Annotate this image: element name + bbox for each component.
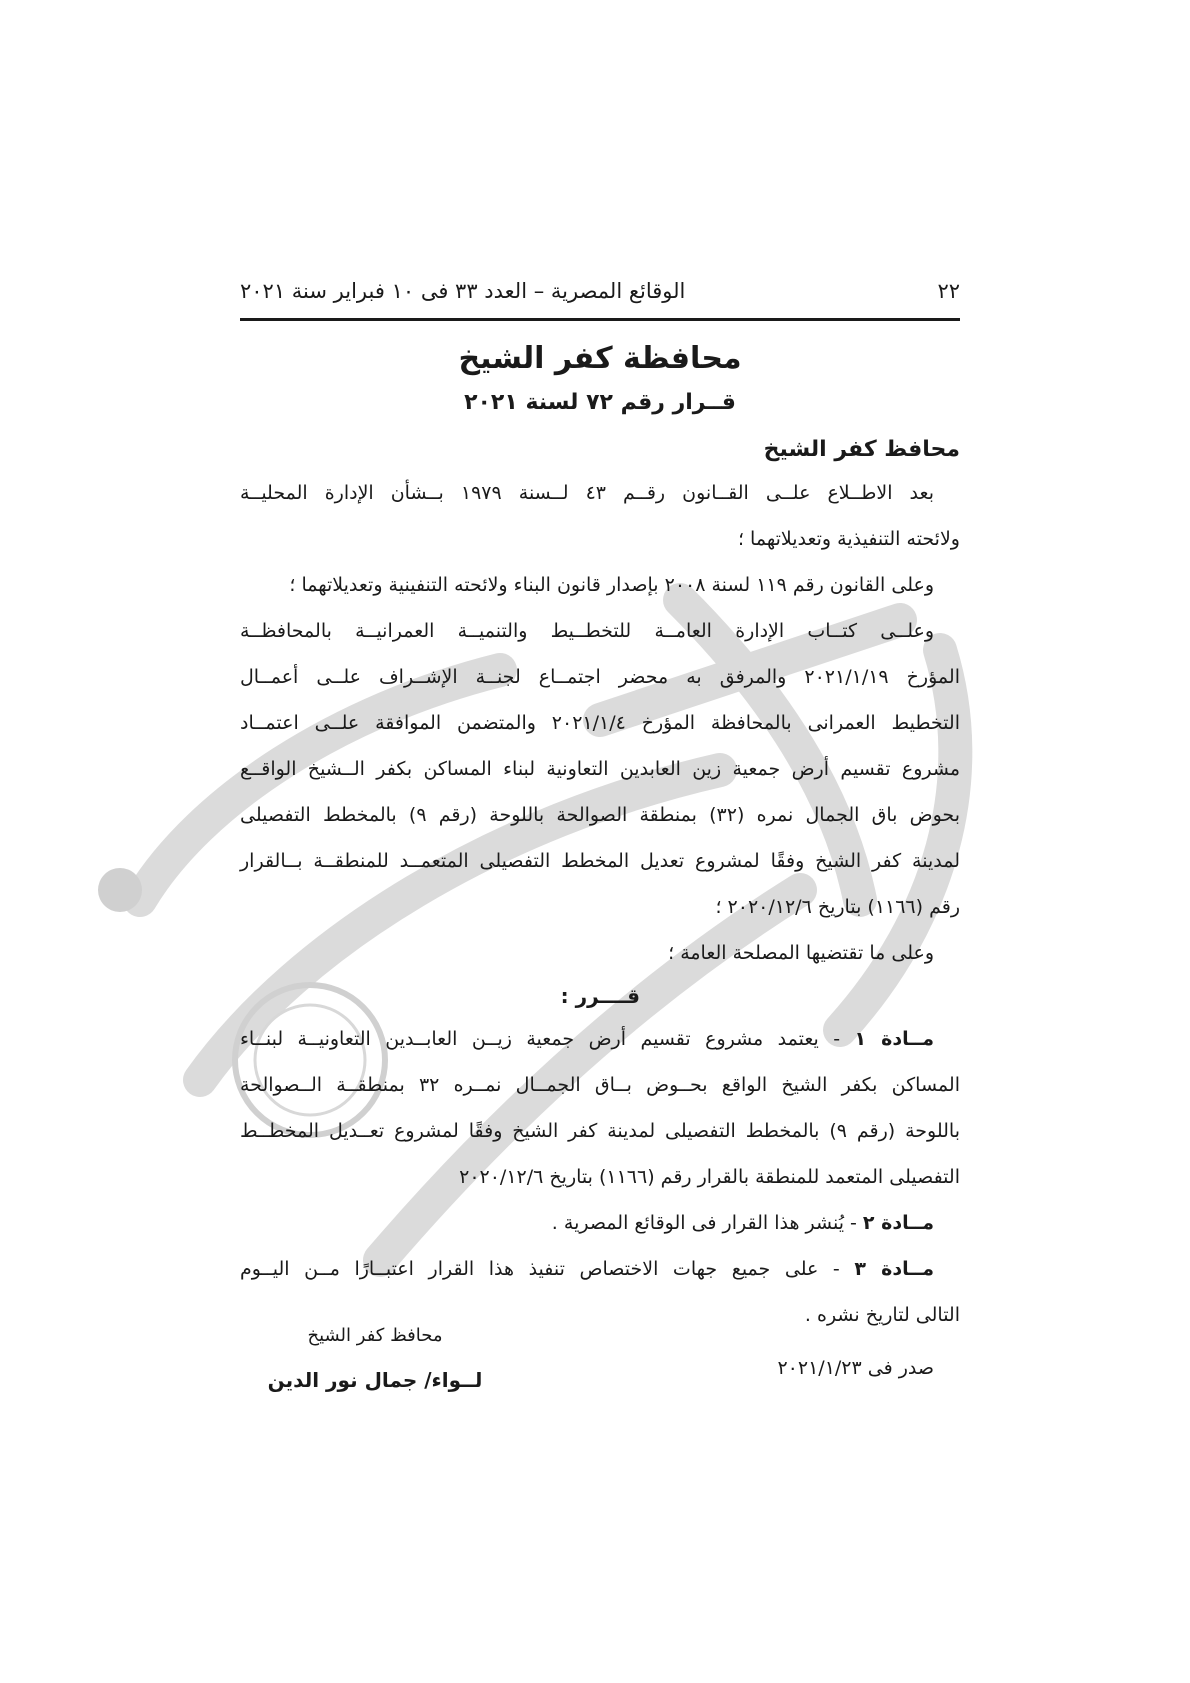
preamble-paragraph-3: [240, 608, 960, 930]
preamble-paragraph-1: [240, 470, 960, 562]
text-line: وعلى القانون رقم ١١٩ لسنة ٢٠٠٨ بإصدار قانون البناء ولائحته التنفينية وتعديلاتهما ؛: [289, 574, 934, 596]
decided-label: قــــرر :: [560, 984, 640, 1008]
page-title: محافظة كفر الشيخ: [458, 341, 742, 376]
governor-heading: محافظ كفر الشيخ: [763, 437, 960, 462]
text-line: التفصيلى المتعمد للمنطقة بالقرار رقم (١١٦٦) بتاريخ ٢٠٢٠/١٢/٦: [459, 1166, 960, 1188]
running-header: [240, 270, 960, 312]
text-line: ولائحته التنفيذية وتعديلاتهما ؛: [737, 528, 960, 550]
document-body: [240, 270, 960, 1388]
article-1: [240, 1016, 960, 1200]
text-line: مشروع تقسيم أرض جمعية زين العابدين التعاونية لبناء المساكن بكفر الــشيخ الواقــع: [240, 758, 960, 780]
text-line: [240, 1246, 960, 1292]
header-divider: [240, 318, 960, 321]
article-2-label: مــادة ٢: [862, 1212, 934, 1234]
text-line: التخطيط العمرانى بالمحافظة المؤرخ ٢٠٢١/١/٤ والمتضمن الموافقة علــى اعتمــاد: [240, 712, 960, 734]
preamble-paragraph-2: [240, 562, 960, 608]
article-1-label: مــادة ١: [854, 1028, 935, 1050]
article-3-text: - على جميع جهات الاختصاص تنفيذ هذا القرار اعتبــارًا مــن اليــوم: [240, 1258, 855, 1280]
signatory-title: محافظ كفر الشيخ: [307, 1325, 443, 1346]
text-line: بعد الاطــلاع علــى القــانون رقــم ٤٣ لــسنة ١٩٧٩ بــشأن الإدارة المحليــة: [240, 482, 934, 504]
running-title: الوقائع المصرية – العدد ٣٣ فى ١٠ فبراير سنة ٢٠٢١: [240, 279, 686, 303]
text-line: [240, 1200, 960, 1246]
article-3-label: مــادة ٣: [854, 1258, 935, 1280]
text-line: وعلى ما تقتضيها المصلحة العامة ؛: [668, 942, 934, 964]
article-2-text: - يُنشر هذا القرار فى الوقائع المصرية .: [551, 1212, 863, 1234]
article-1-text: - يعتمد مشروع تقسيم أرض جمعية زيــن العابــدين التعاونيــة لبنــاء: [240, 1028, 855, 1050]
text-line: المؤرخ ٢٠٢١/١/١٩ والمرفق به محضر اجتمــاع لجنــة الإشــراف علــى أعمــال: [240, 666, 960, 688]
text-line: التالى لتاريخ نشره .: [804, 1304, 960, 1326]
article-2: [240, 1200, 960, 1246]
text-line: [240, 1016, 960, 1062]
text-line: لمدينة كفر الشيخ وفقًا لمشروع تعديل المخطط التفصيلى المتعمــد للمنطقــة بــالقرار: [240, 850, 960, 872]
decree-number: قــرار رقم ٧٢ لسنة ٢٠٢١: [464, 390, 736, 415]
signature-block: [255, 1325, 495, 1392]
text-line: وعلــى كتــاب الإدارة العامــة للتخطــيط والتنميــة العمرانيــة بالمحافظــة: [240, 620, 934, 642]
signatory-name: لــواء/ جمال نور الدين: [267, 1368, 483, 1392]
text-line: بحوض باق الجمال نمره (٣٢) بمنطقة الصوالحة باللوحة (رقم ٩) بالمخطط التفصيلى: [240, 804, 960, 826]
page-number: ٢٢: [937, 279, 960, 303]
text-line: المساكن بكفر الشيخ الواقع بحــوض بــاق الجمــال نمــره ٣٢ بمنطقــة الــصوالحة: [240, 1074, 960, 1096]
issued-date: صدر فى ٢٠٢١/١/٢٣: [777, 1357, 934, 1379]
preamble-paragraph-4: [240, 930, 960, 976]
text-line: باللوحة (رقم ٩) بالمخطط التفصيلى لمدينة كفر الشيخ وفقًا لمشروع تعــديل المخطــط: [240, 1120, 960, 1142]
text-line: رقم (١١٦٦) بتاريخ ٢٠٢٠/١٢/٦ ؛: [715, 896, 960, 918]
